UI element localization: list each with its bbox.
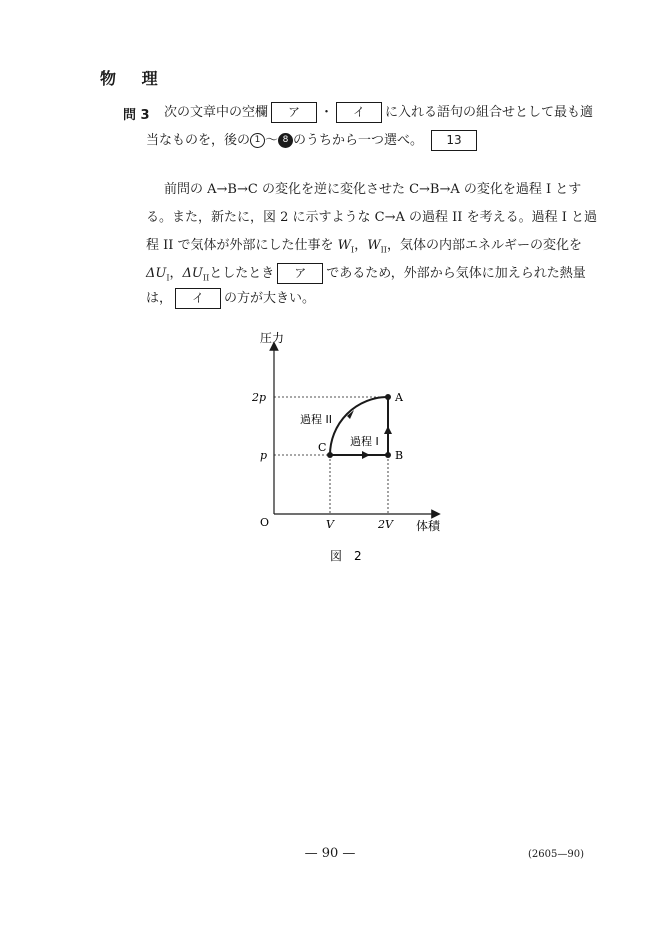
point-a xyxy=(385,394,391,400)
y-axis-label: 圧力 xyxy=(260,331,285,345)
point-c xyxy=(327,452,333,458)
arrow-ba xyxy=(384,426,392,434)
blank-a-box: ア xyxy=(277,263,323,284)
question-text: のうちから一つ選べ。 xyxy=(293,133,424,148)
passage-text: 程 II で気体が外部にした仕事を xyxy=(146,238,338,253)
tilde: 〜 xyxy=(265,133,279,148)
question-line-1 xyxy=(164,102,593,123)
tick-2p: 2p xyxy=(252,391,267,404)
blank-i-box: イ xyxy=(175,288,221,309)
pv-diagram-svg xyxy=(240,330,450,570)
subscript-II: II xyxy=(380,245,387,255)
blank-a-box: ア xyxy=(271,102,317,123)
process-1-label: 過程 I xyxy=(350,435,379,448)
subscript-I: I xyxy=(351,245,355,255)
passage-line-3 xyxy=(146,239,582,255)
label-b: B xyxy=(395,449,404,462)
passage-text: の方が大きい。 xyxy=(224,291,316,306)
answer-number-box: 13 xyxy=(431,130,477,151)
label-c: C xyxy=(318,441,327,454)
question-text: 次の文章中の空欄 xyxy=(164,105,269,120)
passage-line-4 xyxy=(146,263,586,284)
subscript-I: I xyxy=(166,273,170,283)
question-number: 問 3 xyxy=(123,108,150,123)
label-a: A xyxy=(395,391,403,404)
tick-v: V xyxy=(326,518,334,531)
passage-text: であるため，外部から気体に加えられた熱量 xyxy=(326,266,586,281)
choice-1-circle: 1 xyxy=(250,133,265,148)
question-text: 当なものを，後の xyxy=(146,133,251,148)
delta-u-symbol: ΔU xyxy=(146,266,167,281)
passage-line-1: 前問の A→B→C の変化を逆に変化させた C→B→A の変化を過程 I とす xyxy=(164,182,582,197)
work-symbol: W xyxy=(337,238,352,253)
delta-u-symbol: ΔU xyxy=(182,266,203,281)
tick-p: p xyxy=(260,449,268,462)
passage-text: は， xyxy=(146,291,173,306)
pv-diagram xyxy=(240,330,450,574)
choice-8-circle: 8 xyxy=(278,133,293,148)
arrow-cb xyxy=(362,451,370,459)
comma: ， xyxy=(354,238,368,253)
comma: ， xyxy=(169,266,183,281)
passage-text: ，気体の内部エネルギーの変化を xyxy=(386,238,582,253)
exam-code: (2605—90) xyxy=(528,849,584,860)
figure-caption: 図 2 xyxy=(330,549,362,563)
work-symbol: W xyxy=(367,238,381,253)
subject-title: 物 理 xyxy=(100,69,168,88)
point-b xyxy=(385,452,391,458)
subscript-II: II xyxy=(202,273,210,283)
question-text: に入れる語句の組合せとして最も適 xyxy=(385,105,594,120)
passage-text: としたとき xyxy=(209,266,275,281)
x-axis-label: 体積 xyxy=(416,519,441,533)
question-line-2 xyxy=(146,130,480,151)
origin-label: O xyxy=(260,516,270,529)
tick-2v: 2V xyxy=(378,518,393,531)
page-number: — 90 — xyxy=(304,846,356,861)
passage-line-2: る。また，新たに，図 2 に示すような C→A の過程 II を考える。過程 I と過 xyxy=(146,210,597,225)
separator-dot: ・ xyxy=(320,105,334,120)
passage-line-5 xyxy=(146,288,315,309)
process-2-label: 過程 II xyxy=(300,413,332,426)
blank-i-box: イ xyxy=(336,102,382,123)
